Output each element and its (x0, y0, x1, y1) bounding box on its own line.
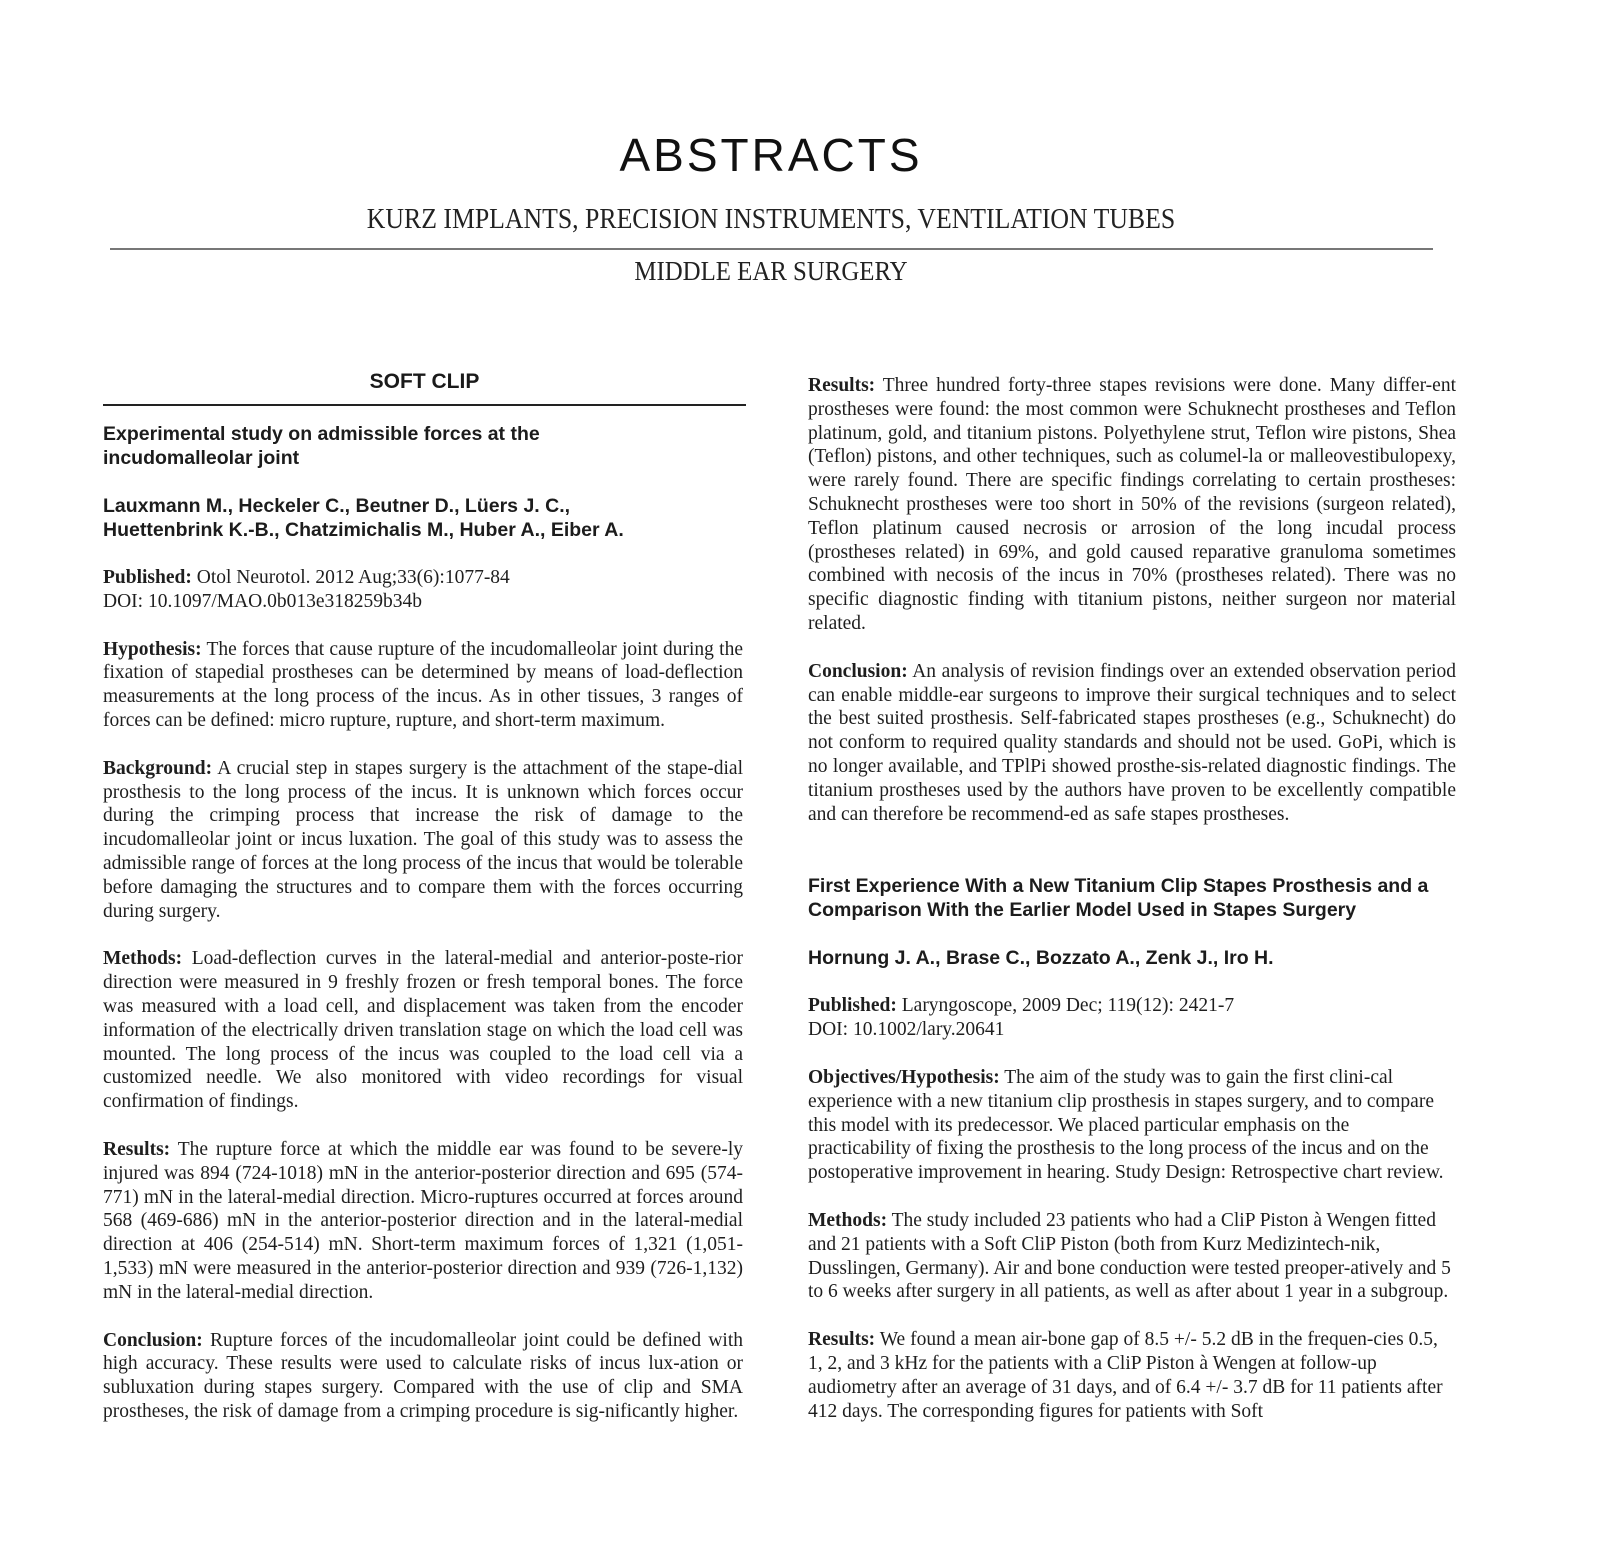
abstract-article (808, 874, 1456, 1423)
section-text: An analysis of revision findings over an extended observation period can enable middle-ear surgeons to improve their surgical techniques and to select the best suited prosthesis. Self-fabricated stapes prostheses (e.g., Schuknecht) do not conform to required quality standards and should not be used. GoPi, which is no longer available, and TPlPi showed prosthe-sis-related diagnostic findings. The titanium prostheses used by the authors have proven to be excellently compatible and can therefore be recommend-ed as safe stapes prostheses. (808, 660, 1456, 825)
abstract-section-objectives (808, 1066, 1456, 1185)
publication-info (103, 566, 743, 614)
section-label: Objectives/Hypothesis: (808, 1066, 1000, 1088)
abstract-section-background (103, 757, 743, 924)
section-label: Results: (808, 375, 876, 396)
section-label: Results: (103, 1138, 171, 1160)
article-title: First Experience With a New Titanium Clip Stapes Prosthesis and a Comparison With the Earlier Model Used in Stapes Surgery (808, 875, 1429, 922)
section-label: Background: (103, 757, 213, 779)
section-text: The rupture force at which the middle ear was found to be severe-ly injured was 894 (724-1018) mN in the anterior-posterior direction and 695 (574-771) mN in the lateral-medial direction. Micro-ruptures occurred at forces around 568 (469-686) mN in the anterior-posterior direction and in the lateral-medial direction at 406 (254-514) mN. Short-term maximum forces of 1,321 (1,051-1,533) mN were measured in the anterior-posterior direction and 939 (726-1,132) mN in the lateral-medial direction. (103, 1138, 743, 1303)
section-label: Conclusion: (103, 1329, 203, 1351)
authors-line: Lauxmann M., Heckeler C., Beutner D., Lüers J. C., (103, 495, 571, 517)
category-heading: SOFT CLIP (103, 370, 746, 406)
section-text: We found a mean air-bone gap of 8.5 +/- 5.2 dB in the frequen-cies 0.5, 1, 2, and 3 kHz for the patients with a CliP Piston à Wengen at follow-up audiometry after an average of 31 days, and of 6.4 +/- 3.7 dB for 11 patients after 412 days. The corresponding figures for patients with Soft (808, 1329, 1443, 1422)
section-text: Load-deflection curves in the lateral-medial and anterior-poste-rior direction were measured in 9 freshly frozen or fresh temporal bones. The force was measured with a load cell, and displacement was taken from the encoder information of the electrically driven translation stage on which the load cell was mounted. The long process of the incus was coupled to the load cell via a customized needle. We also monitored with video recordings for visual confirmation of findings. (103, 948, 744, 1113)
left-column (103, 370, 743, 1424)
section-text: A crucial step in stapes surgery is the attachment of the stape-dial prosthesis to the long process of the incus. It is unknown which forces occur during the crimping process that increase the risk of damage to the incudomalleolar joint or incus luxation. The goal of this study was to assess the admissible range of forces at the long process of the incus that would be tolerable before damaging the structures and to compare them with the forces occurring during surgery. (103, 757, 743, 922)
published-value: Otol Neurotol. 2012 Aug;33(6):1077-84 (196, 567, 510, 588)
section-label: Methods: (808, 1209, 888, 1231)
abstract-section-conclusion (103, 1329, 743, 1424)
section-label: Hypothesis: (103, 638, 202, 660)
continued-section-conclusion (808, 660, 1456, 827)
section-title: MIDDLE EAR SURGERY (634, 256, 908, 286)
article-title: Experimental study on admissible forces at the incudomalleolar joint (103, 423, 540, 469)
page-subtitle: KURZ IMPLANTS, PRECISION INSTRUMENTS, VENTILATION TUBES (366, 204, 1176, 235)
abstract-section-hypothesis (103, 638, 743, 733)
abstract-section-results (103, 1138, 743, 1305)
authors-line: Huettenbrink K.-B., Chatzimichalis M., Huber A., Eiber A. (103, 519, 624, 541)
section-text: Three hundred forty-three stapes revisions were done. Many differ-ent prostheses were found: the most common were Schuknecht prostheses and Teflon platinum, gold, and titanium pistons. Polyethylene strut, Teflon wire pistons, Shea (Teflon) pistons, and other techniques, such as columel-la or malleovestibulopexy, were rarely found. There are specific findings correlating to certain prostheses: Schuknecht prostheses were too short in 50% of the revisions (surgeon related), Teflon platinum caused necrosis or arrosion of the long incudal process (prostheses related) in 69%, and gold caused reparative granuloma sometimes combined with necosis of the incus in 70% (prostheses related). There was no specific diagnostic finding with titanium pistons, neither surgeon nor material related. (808, 375, 1456, 634)
abstract-section-methods (808, 1209, 1456, 1304)
published-label: Published: (808, 995, 897, 1017)
section-label: Results: (808, 1329, 876, 1351)
section-text: The aim of the study was to gain the first clini-cal experience with a new titanium clip prosthesis in stapes surgery, and to compare this model with its predecessor. We placed particular emphasis on the practicability of fixing the prosthesis to the long process of the incus and on the postoperative improvement in hearing. Study Design: Retrospective chart review. (808, 1066, 1444, 1184)
continued-section-results (808, 374, 1456, 636)
section-label: Methods: (103, 948, 183, 970)
article-authors (103, 494, 743, 542)
doi: DOI: 10.1002/lary.20641 (808, 1019, 1005, 1041)
article-authors: Hornung J. A., Brase C., Bozzato A., Zenk J., Iro H. (808, 947, 1274, 970)
published-value: Laryngoscope, 2009 Dec; 119(12): 2421-7 (901, 995, 1235, 1017)
section-text: Rupture forces of the incudomalleolar joint could be defined with high accuracy. These results were used to calculate risks of incus lux-ation or subluxation during stapes surgery. Compared with the use of clip and SMA prostheses, the risk of damage from a crimping procedure is sig-nificantly higher. (103, 1329, 743, 1422)
doi: DOI: 10.1097/MAO.0b013e318259b34b (103, 590, 423, 612)
section-text: The forces that cause rupture of the incudomalleolar joint during the fixation of stapedial prostheses can be determined by means of load-deflection measurements at the long process of the incus. As in other tissues, 3 ranges of forces can be defined: micro rupture, rupture, and short-term maximum. (103, 638, 743, 731)
abstract-article (103, 422, 743, 1424)
publication-info (808, 994, 1456, 1042)
abstract-section-methods (103, 947, 743, 1114)
page-title: ABSTRACTS (619, 129, 923, 181)
abstract-section-results (808, 1328, 1456, 1423)
section-text: The study included 23 patients who had a CliP Piston à Wengen fitted and 21 patients with a Soft CliP Piston (both from Kurz Medizintech-nik, Dusslingen, Germany). Air and bone conduction were tested preoper-atively and 5 to 6 weeks after surgery in all patients, as well as after about 1 year in a subgroup. (808, 1209, 1451, 1303)
header-divider (110, 248, 1433, 250)
right-column (808, 374, 1456, 1423)
published-label: Published: (103, 567, 192, 588)
section-label: Conclusion: (808, 660, 908, 682)
